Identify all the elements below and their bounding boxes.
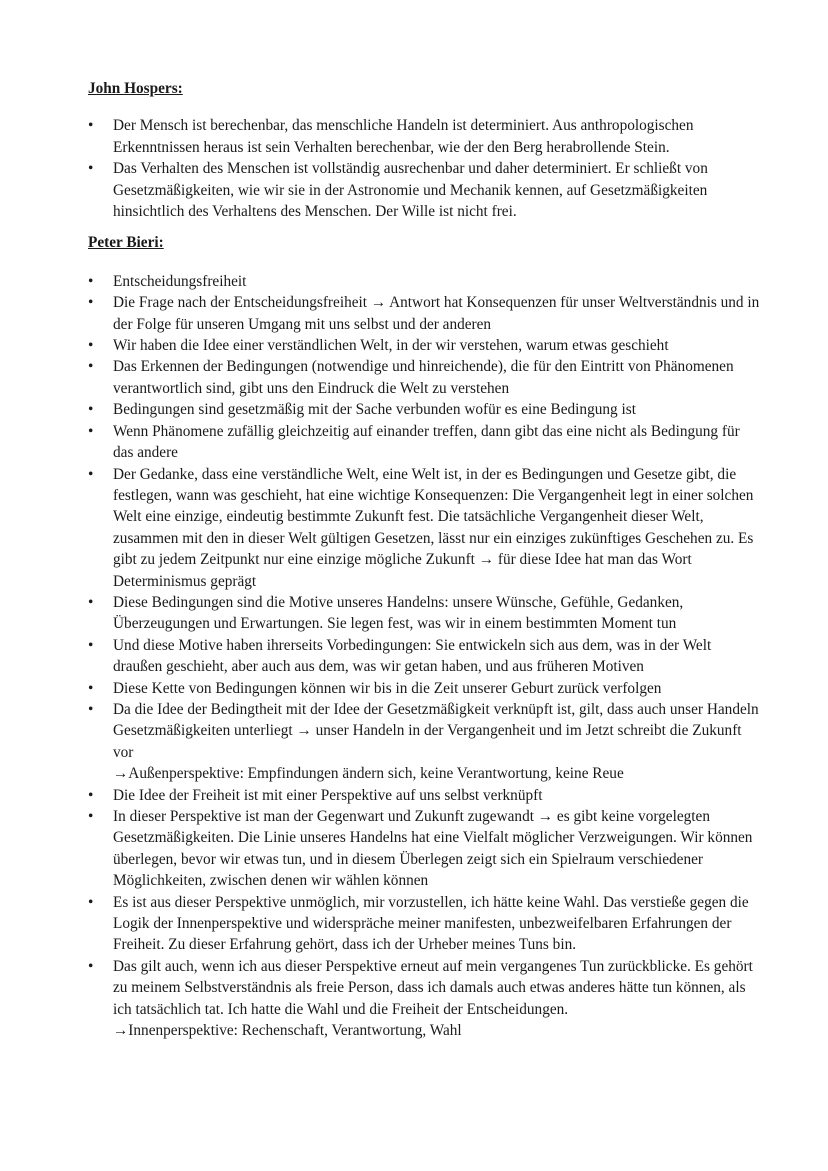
list-item	[88, 292, 760, 335]
list-item-text: Der Gedanke, dass eine verständliche Welt, eine Welt ist, in der es Bedingungen und Gesetze gibt, die festlegen, wann was geschieht, hat eine wichtige Konsequenzen: Die Vergangenheit legt in einer solchen Welt eine einzige, eindeutig bestimmte Zukunft fest. Die tatsächliche Vergangenheit dieser Welt, zusammen mit den in dieser Welt gültigen Gesetzen, lässt nur ein einziges zukünftiges Geschehen zu. Es gibt zu jedem Zeitpunkt nur eine einzige mögliche Zukunft → für diese Idee hat man das Wort Determinismus geprägt	[113, 465, 754, 590]
bieri-list	[88, 271, 760, 1042]
list-item-text: Der Mensch ist berechenbar, das menschliche Handeln ist determiniert. Aus anthropologischen Erkenntnissen heraus ist sein Verhalten berechenbar, wie der den Berg herabrollende Stein.	[113, 117, 694, 156]
outer-perspective-note: →Außenperspektive: Empfindungen ändern sich, keine Verantwortung, keine Reue	[113, 765, 624, 783]
list-item-text: Das Verhalten des Menschen ist vollständig ausrechenbar und daher determiniert. Er schließt von Gesetzmäßigkeiten, wie wir sie in der Astronomie und Mechanik kennen, auf Gesetzmäßigkeiten hinsichtlich des Verhaltens des Menschen. Der Wille ist nicht frei.	[113, 160, 708, 221]
list-item	[88, 464, 760, 592]
list-item-text: Wir haben die Idee einer verständlichen Welt, in der wir verstehen, warum etwas geschieht	[113, 337, 669, 355]
list-item-text: Das Erkennen der Bedingungen (notwendige und hinreichende), die für den Eintritt von Phänomenen verantwortlich sind, gibt uns den Eindruck die Welt zu verstehen	[113, 358, 734, 397]
list-item	[88, 806, 760, 892]
list-item	[88, 892, 760, 956]
list-item	[88, 635, 760, 678]
list-item-text: Entscheidungsfreiheit	[113, 272, 247, 290]
list-item	[88, 421, 760, 464]
document-page	[88, 78, 760, 1041]
list-item-text: Die Frage nach der Entscheidungsfreiheit → Antwort hat Konsequenzen für unser Weltverständnis und in der Folge für unseren Umgang mit uns selbst und der anderen	[113, 294, 760, 333]
list-item-text: Diese Kette von Bedingungen können wir bis in die Zeit unserer Geburt zurück verfolgen	[113, 679, 662, 697]
list-item	[88, 785, 760, 806]
list-item	[88, 699, 760, 785]
section-heading-hospers: John Hospers:	[88, 80, 183, 97]
list-item	[88, 158, 760, 222]
list-item-text: Es ist aus dieser Perspektive unmöglich, mir vorzustellen, ich hätte keine Wahl. Das verstieße gegen die Logik der Innenperspektive und widerspräche meiner manifesten, unbezweifelbaren Erfahrungen der Freiheit. Zu dieser Erfahrung gehört, dass ich der Urheber meines Tuns bin.	[113, 893, 749, 954]
list-item	[88, 592, 760, 635]
inner-perspective-note: →Innenperspektive: Rechenschaft, Verantwortung, Wahl	[113, 1022, 462, 1040]
list-item	[88, 956, 760, 1042]
list-item-text: Bedingungen sind gesetzmäßig mit der Sache verbunden wofür es eine Bedingung ist	[113, 401, 636, 419]
hospers-list	[88, 115, 760, 222]
list-item-text: Da die Idee der Bedingtheit mit der Idee der Gesetzmäßigkeit verknüpft ist, gilt, dass auch unser Handeln Gesetzmäßigkeiten unterliegt → unser Handeln in der Vergangenheit und im Jetzt schreibt die Zukunft vor	[113, 700, 759, 761]
list-item	[88, 335, 760, 356]
list-item	[88, 678, 760, 699]
list-item	[88, 356, 760, 399]
list-item-text: Und diese Motive haben ihrerseits Vorbedingungen: Sie entwickeln sich aus dem, was in der Welt draußen geschieht, aber auch aus dem, was wir getan haben, und aus früheren Motiven	[113, 636, 712, 676]
list-item	[88, 115, 760, 158]
list-item-text: Diese Bedingungen sind die Motive unseres Handelns: unsere Wünsche, Gefühle, Gedanken, Überzeugungen und Erwartungen. Sie legen fest, was wir in einem bestimmten Moment tun	[113, 593, 684, 633]
list-item	[88, 271, 760, 292]
list-item-text: Die Idee der Freiheit ist mit einer Perspektive auf uns selbst verknüpft	[113, 786, 543, 804]
list-item	[88, 399, 760, 420]
list-item-text: Das gilt auch, wenn ich aus dieser Perspektive erneut auf mein vergangenes Tun zurückblicke. Es gehört zu meinem Selbstverständnis als freie Person, dass ich damals auch etwas anderes hätte tun können, als ich tatsächlich tat. Ich hatte die Wahl und die Freiheit der Entscheidungen.	[113, 957, 753, 1018]
list-item-text: Wenn Phänomene zufällig gleichzeitig auf einander treffen, dann gibt das eine nicht als Bedingung für das andere	[113, 422, 740, 462]
section-heading-bieri: Peter Bieri:	[88, 234, 164, 252]
list-item-text: In dieser Perspektive ist man der Gegenwart und Zukunft zugewandt → es gibt keine vorgelegten Gesetzmäßigkeiten. Die Linie unseres Handelns hat eine Vielfalt möglicher Verzweigungen. Wir können überlegen, bevor wir etwas tun, und in diesem Überlegen zeigt sich ein Spielraum verschiedener Möglichkeiten, zwischen denen wir wählen können	[113, 808, 753, 890]
